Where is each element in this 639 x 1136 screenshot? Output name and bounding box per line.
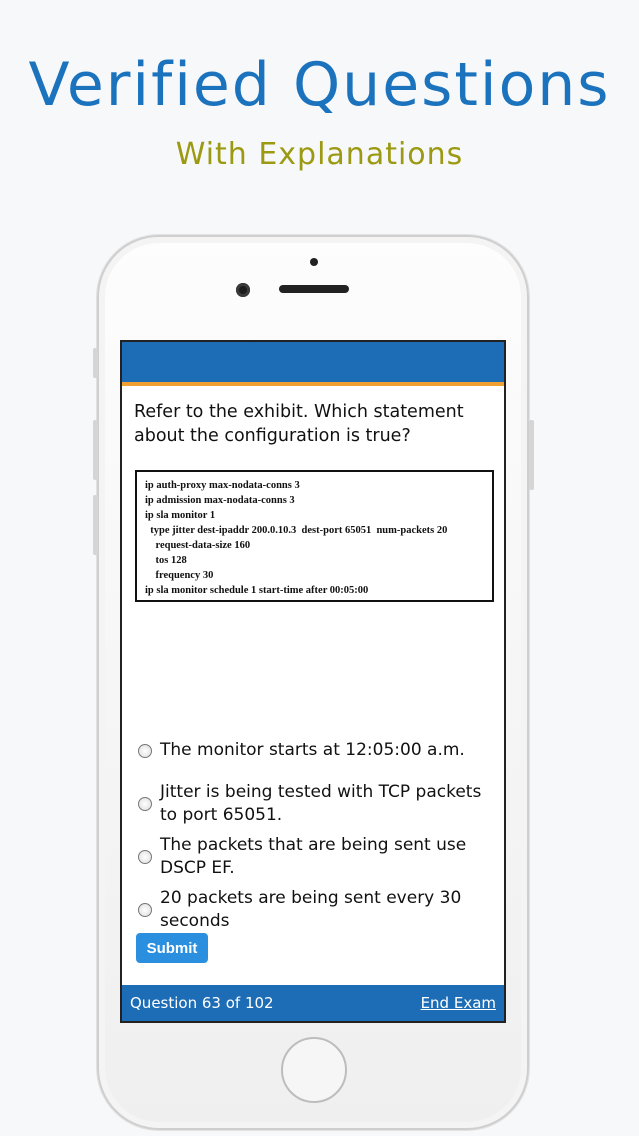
radio-button[interactable] — [138, 850, 152, 864]
radio-button[interactable] — [138, 797, 152, 811]
radio-button[interactable] — [138, 744, 152, 758]
phone-side-button — [529, 420, 534, 490]
radio-button[interactable] — [138, 903, 152, 917]
home-button[interactable] — [281, 1037, 347, 1103]
exhibit-line: ip sla monitor 1 — [145, 510, 216, 521]
answer-option-label[interactable]: Jitter is being tested with TCP packets to port 65051. — [160, 781, 482, 825]
answer-option[interactable] — [138, 883, 498, 936]
end-exam-link[interactable]: End Exam — [420, 994, 496, 1012]
exhibit-line: request-data-size 160 — [145, 540, 251, 551]
exhibit-box — [135, 470, 494, 602]
promo-title: Verified Questions — [28, 50, 611, 120]
answer-options — [138, 724, 498, 936]
answer-option-label[interactable]: 20 packets are being sent every 30 seconds — [160, 887, 462, 931]
answer-option[interactable] — [138, 830, 498, 883]
phone-speaker — [279, 285, 349, 293]
app-screen — [120, 340, 506, 1023]
header-accent-line — [122, 382, 504, 386]
phone-side-button — [93, 348, 98, 378]
exhibit-line: tos 128 — [145, 555, 187, 566]
app-header-bar — [122, 342, 504, 382]
answer-option[interactable] — [138, 777, 498, 830]
phone-sensor — [310, 258, 318, 266]
question-text: Refer to the exhibit. Which statement about the configuration is true? — [134, 402, 464, 446]
promo-subtitle: With Explanations — [175, 137, 464, 172]
phone-side-button — [93, 495, 98, 555]
submit-button[interactable]: Submit — [136, 933, 208, 963]
exhibit-line: ip sla monitor schedule 1 start-time after 00:05:00 — [145, 585, 369, 596]
answer-option-label[interactable]: The packets that are being sent use DSCP EF. — [160, 834, 467, 878]
exhibit-line: type jitter dest-ipaddr 200.0.10.3 dest-port 65051 num-packets 20 — [145, 525, 448, 536]
exhibit-line: frequency 30 — [145, 570, 214, 581]
camera-icon — [236, 283, 250, 297]
exhibit-line: ip auth-proxy max-nodata-conns 3 — [145, 480, 300, 491]
phone-side-button — [93, 420, 98, 480]
question-counter: Question 63 of 102 — [130, 994, 274, 1012]
app-footer-bar — [122, 985, 504, 1021]
answer-option[interactable] — [138, 724, 498, 777]
answer-option-label[interactable]: The monitor starts at 12:05:00 a.m. — [160, 740, 465, 760]
exhibit-line: ip admission max-nodata-conns 3 — [145, 495, 295, 506]
